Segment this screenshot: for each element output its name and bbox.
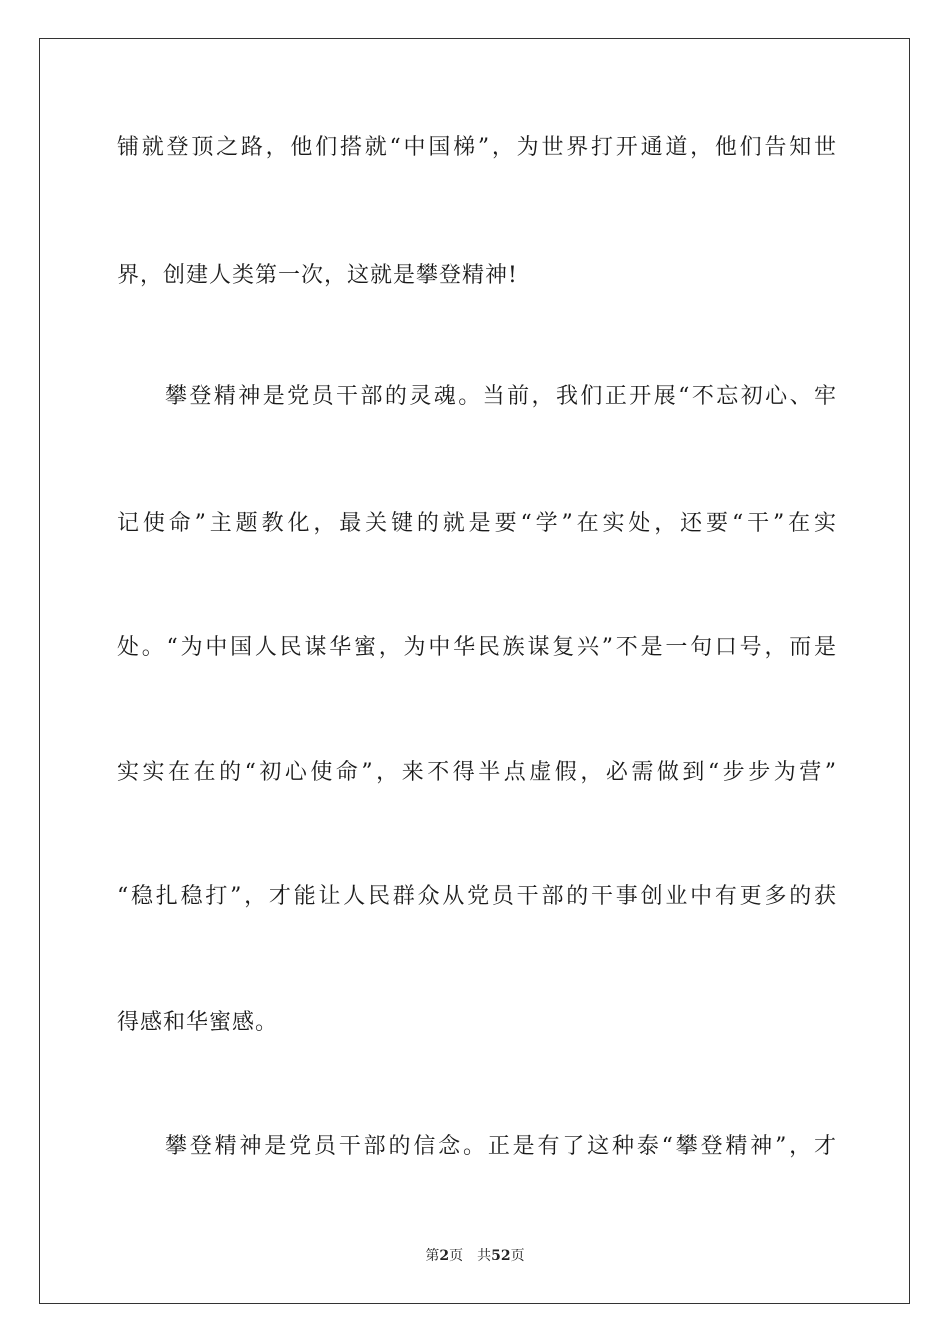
page-suffix: 页 [449,1248,464,1264]
paragraph-line: 处。“为中国人民谋华蜜，为中华民族谋复兴”不是一句口号，而是 [117,635,837,660]
page-footer [0,1246,950,1266]
total-prefix: 共 [477,1248,492,1264]
page-border [39,38,910,1304]
paragraph-line: 得感和华蜜感。 [117,1010,279,1035]
paragraph-line: 实实在在的“初心使命”，来不得半点虚假，必需做到“步步为营” [117,760,837,785]
paragraph-line: 攀登精神是党员干部的灵魂。当前，我们正开展“不忘初心、牢 [165,384,837,409]
page-number: 2 [439,1248,450,1264]
paragraph-line: 铺就登顶之路，他们搭就“中国梯”，为世界打开通道，他们告知世 [117,135,837,160]
paragraph-line: 界，创建人类第一次，这就是攀登精神! [117,263,518,288]
page-prefix: 第 [425,1248,440,1264]
paragraph-line: 记使命”主题教化，最关键的就是要“学”在实处，还要“干”在实 [117,511,837,536]
paragraph-line: “稳扎稳打”，才能让人民群众从党员干部的干事创业中有更多的获 [117,884,837,909]
total-suffix: 页 [510,1248,525,1264]
total-pages: 52 [491,1248,511,1264]
paragraph-line: 攀登精神是党员干部的信念。正是有了这种泰“攀登精神”，才 [165,1134,837,1159]
